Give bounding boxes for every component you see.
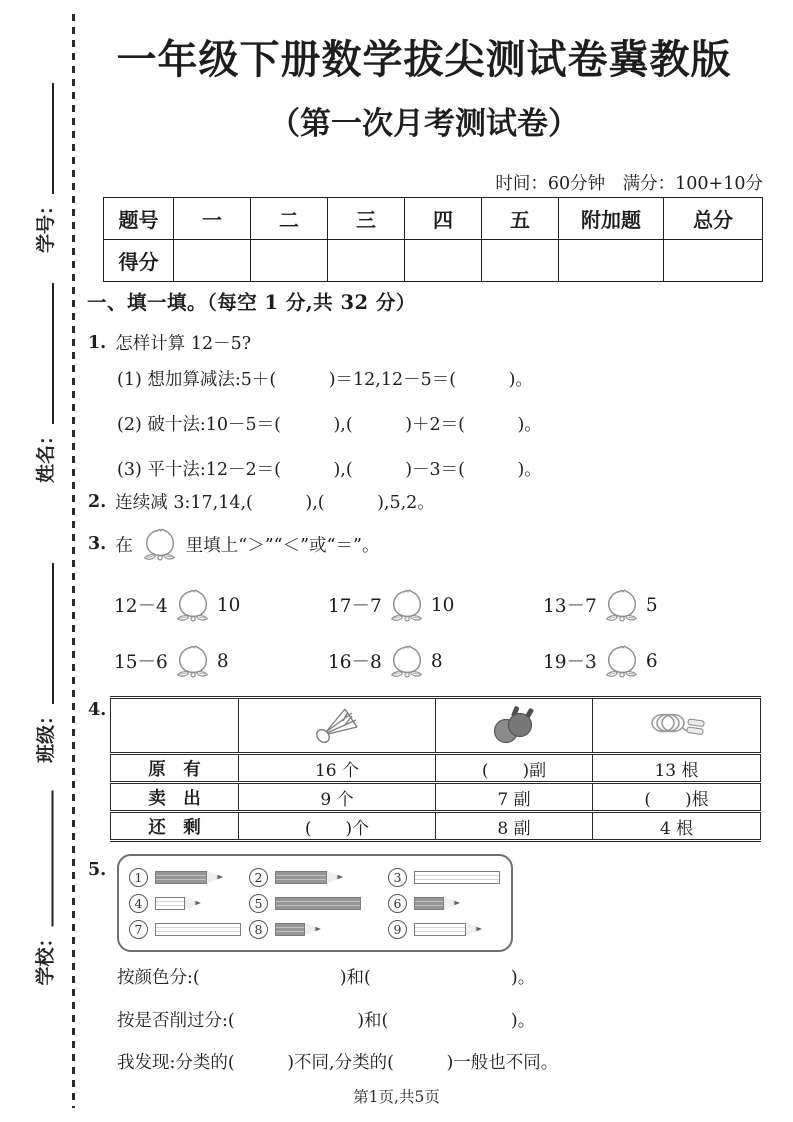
peach-icon (175, 644, 210, 678)
peach-icon (175, 588, 210, 622)
jump-rope-icon (648, 708, 706, 744)
question-1 (88, 330, 251, 355)
score-table (103, 197, 763, 282)
pencil-icon (414, 923, 482, 936)
score-input-cell (251, 240, 328, 282)
pencil-item (249, 894, 388, 913)
comparison-left: 15－6 (114, 652, 168, 673)
q4-cell: ( )副 (436, 754, 593, 783)
question-3-number: 3. (88, 534, 107, 554)
q4-cell: 4 根 (593, 812, 761, 841)
student-id-label: 学号： (35, 195, 57, 253)
comparison-item (328, 644, 543, 678)
section-title: 一、填一填。（每空 1 分,共 32 分） (87, 291, 416, 314)
name-label: 姓名： (35, 425, 57, 483)
question-5-line-color: 按颜色分:( )和( )。 (117, 968, 536, 988)
badminton-shuttlecock-icon (312, 704, 362, 748)
class-label: 班级： (35, 705, 57, 763)
class-blank-line (52, 563, 54, 704)
score-table-score-row (104, 240, 763, 282)
score-input-cell (328, 240, 405, 282)
page-subtitle: （第一次月考测试卷） (269, 106, 579, 142)
question-3-comparison-grid (114, 577, 744, 689)
comparison-left: 17－7 (328, 596, 382, 617)
comparison-item (114, 588, 328, 622)
comparison-item (114, 644, 328, 678)
q4-row-left (111, 812, 761, 841)
question-5-line-sharpened: 按是否削过分:( )和( )。 (117, 1011, 536, 1031)
pencil-number: 7 (129, 920, 148, 939)
comparison-right: 6 (645, 650, 658, 672)
question-3-text-before: 在 (115, 535, 133, 556)
time-score-info: 时间：60分钟 满分：100+10分 (495, 174, 763, 194)
peach-icon (604, 644, 639, 678)
score-header-cell: 附加题 (559, 198, 664, 240)
pencil-item (388, 894, 501, 913)
question-2-number: 2. (88, 491, 107, 512)
q4-cell: ( )个 (239, 812, 436, 841)
score-header-cell: 题号 (104, 198, 174, 240)
score-input-cell (559, 240, 664, 282)
question-5-line-finding: 我发现:分类的( )不同,分类的( )一般也不同。 (117, 1053, 559, 1073)
pencil-number: 5 (249, 894, 268, 913)
question-5-number: 5. (88, 860, 107, 880)
question-5-pencil-box (117, 854, 513, 952)
table-tennis-paddles-icon (489, 705, 539, 747)
q4-row-label: 原 有 (111, 754, 239, 783)
pencil-icon (275, 923, 321, 936)
name-blank-line (52, 283, 54, 424)
pencil-icon (275, 871, 343, 884)
margin-field-name (18, 283, 58, 483)
score-table-header-row (104, 198, 763, 240)
pencil-number: 3 (388, 868, 407, 887)
pencil-number: 4 (129, 894, 148, 913)
margin-field-student-id (18, 83, 58, 253)
pencil-item (388, 920, 501, 939)
q4-corner-cell (111, 698, 239, 754)
q4-row-sold (111, 783, 761, 812)
pencil-icon (155, 897, 201, 910)
pencil-item (129, 920, 249, 939)
pencil-item (129, 894, 249, 913)
comparison-left: 12－4 (114, 596, 168, 617)
peach-icon (142, 527, 177, 561)
score-header-cell: 五 (482, 198, 559, 240)
pencil-number: 8 (249, 920, 268, 939)
comparison-item (328, 588, 543, 622)
score-input-cell (405, 240, 482, 282)
school-label: 学校： (34, 928, 57, 986)
q4-cell: 16 个 (239, 754, 436, 783)
pencil-number: 1 (129, 868, 148, 887)
score-header-cell: 二 (251, 198, 328, 240)
q4-cell: 8 副 (436, 812, 593, 841)
pencil-number: 9 (388, 920, 407, 939)
question-1-item-3: (3) 平十法:12－2＝( ),( )－3＝( )。 (117, 460, 542, 480)
q4-col-rope (593, 698, 761, 754)
pencil-number: 2 (249, 868, 268, 887)
comparison-right: 5 (645, 594, 658, 616)
cut-dashed-line (72, 14, 75, 1108)
peach-icon (604, 588, 639, 622)
q4-row-label: 还 剩 (111, 812, 239, 841)
question-1-item-1: (1) 想加算减法:5＋( )＝12,12－5＝( )。 (117, 370, 533, 390)
score-input-cell (664, 240, 763, 282)
question-3-text-after: 里填上“＞”“＜”或“＝”。 (185, 535, 380, 556)
comparison-right: 10 (216, 594, 241, 616)
pencil-item (249, 920, 388, 939)
school-blank-line (52, 791, 54, 927)
pencil-item (129, 868, 249, 887)
margin-field-class (18, 563, 58, 763)
comparison-item (543, 588, 744, 622)
score-input-cell (174, 240, 251, 282)
pencil-icon (155, 923, 241, 936)
comparison-left: 19－3 (543, 652, 597, 673)
score-row-label: 得分 (104, 240, 174, 282)
q4-row-label: 卖 出 (111, 783, 239, 812)
score-header-cell: 一 (174, 198, 251, 240)
q4-cell: 7 副 (436, 783, 593, 812)
comparison-right: 8 (430, 650, 443, 672)
pencil-icon (155, 871, 223, 884)
question-1-text: 怎样计算 12－5? (115, 334, 252, 354)
question-1-item-2: (2) 破十法:10－5＝( ),( )＋2＝( )。 (117, 415, 542, 435)
pencil-number: 6 (388, 894, 407, 913)
comparison-right: 10 (430, 594, 455, 616)
score-input-cell (482, 240, 559, 282)
question-1-number: 1. (88, 332, 107, 353)
question-3 (88, 522, 379, 566)
comparison-left: 16－8 (328, 652, 382, 673)
q4-cell: ( )根 (593, 783, 761, 812)
margin-field-school (18, 791, 58, 986)
comparison-right: 8 (216, 650, 229, 672)
score-header-cell: 四 (405, 198, 482, 240)
q4-row-original (111, 754, 761, 783)
question-2 (88, 489, 435, 514)
page-title: 一年级下册数学拔尖测试卷冀教版 (116, 36, 732, 83)
pencil-icon (275, 897, 361, 910)
q4-cell: 13 根 (593, 754, 761, 783)
question-2-text: 连续减 3:17,14,( ),( ),5,2。 (115, 493, 435, 513)
q4-col-paddles (436, 698, 593, 754)
question-4-number: 4. (88, 700, 107, 720)
peach-icon (389, 644, 424, 678)
score-header-cell: 总分 (664, 198, 763, 240)
q4-icon-row (111, 698, 761, 754)
page-number: 第1页,共5页 (353, 1088, 440, 1106)
pencil-icon (414, 871, 500, 884)
pencil-item (249, 868, 388, 887)
q4-cell: 9 个 (239, 783, 436, 812)
comparison-item (543, 644, 744, 678)
student-id-blank-line (52, 83, 54, 194)
comparison-left: 13－7 (543, 596, 597, 617)
pencil-item (388, 868, 501, 887)
score-header-cell: 三 (328, 198, 405, 240)
q4-col-shuttlecock (239, 698, 436, 754)
peach-icon (389, 588, 424, 622)
pencil-icon (414, 897, 460, 910)
question-4-table (110, 696, 761, 842)
